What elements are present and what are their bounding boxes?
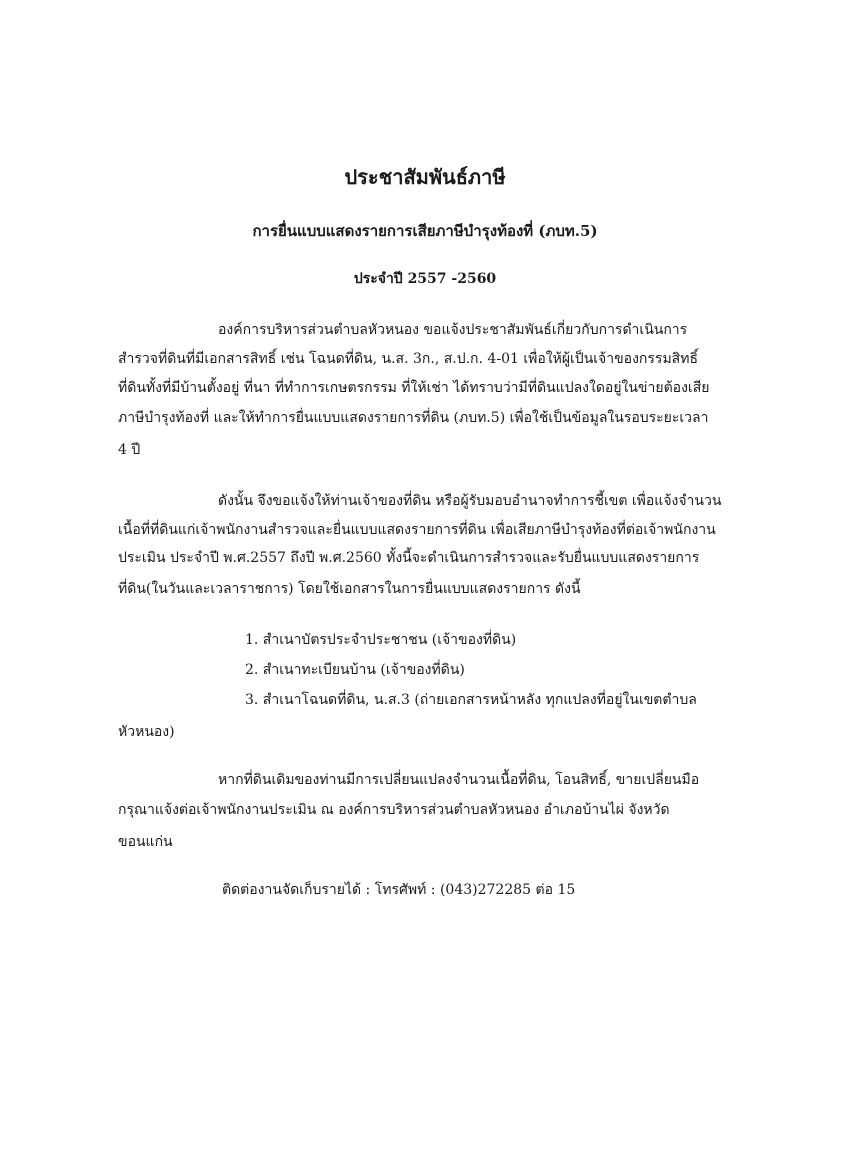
paragraph3-line: หากที่ดินเดิมของท่านมีการเปลี่ยนแปลงจำนวนเนื้อที่ดิน, โอนสิทธิ์, ขายเปลี่ยนมือ xyxy=(218,772,700,788)
document-list-item: 1. สำเนาบัตรประจำประชาชน (เจ้าของที่ดิน) xyxy=(245,632,517,648)
paragraph1-line: 4 ปี xyxy=(118,442,141,458)
paragraph2-line: ประเมิน ประจำปี พ.ศ.2557 ถึงปี พ.ศ.2560 ทั้งนี้จะดำเนินการสำรวจและรับยื่นแบบแสดงรายการ xyxy=(118,550,700,566)
document-list-item-continued: หัวหนอง) xyxy=(118,724,175,740)
paragraph1-line: ที่ดินทั้งที่มีบ้านตั้งอยู่ ที่นา ที่ทำการเกษตรกรรม ที่ให้เช่า ได้ทราบว่ามีที่ดินแปลงใดอยู่ในข่ายต้องเสีย xyxy=(118,380,710,396)
paragraph2-line: ที่ดิน(ในวันและเวลาราชการ) โดยใช้เอกสารในการยื่นแบบแสดงรายการ ดังนี้ xyxy=(118,581,581,597)
paragraph1-line: ภาษีบำรุงท้องที่ และให้ทำการยื่นแบบแสดงรายการที่ดิน (ภบท.5) เพื่อใช้เป็นข้อมูลในรอบระยะเวลา xyxy=(118,410,709,426)
paragraph2-line: ดังนั้น จึงขอแจ้งให้ท่านเจ้าของที่ดิน หรือผู้รับมอบอำนาจทำการชี้เขต เพื่อแจ้งจำนวน xyxy=(218,493,722,509)
paragraph2-line: เนื้อที่ที่ดินแก่เจ้าพนักงานสำรวจและยื่นแบบแสดงรายการที่ดิน เพื่อเสียภาษีบำรุงท้องที่ต่อเจ้าพนักงาน xyxy=(118,522,716,538)
contact-info: ติดต่องานจัดเก็บรายได้ : โทรศัพท์ : (043)272285 ต่อ 15 xyxy=(222,882,576,898)
paragraph1-line: สำรวจที่ดินที่มีเอกสารสิทธิ์ เช่น โฉนดที่ดิน, น.ส. 3ก., ส.ป.ก. 4-01 เพื่อให้ผู้เป็นเจ้าของกรรมสิทธิ์ xyxy=(118,351,698,367)
page-year: ประจำปี 2557 -2560 xyxy=(353,271,497,287)
page-title: ประชาสัมพันธ์ภาษี xyxy=(344,165,506,189)
paragraph1-line: องค์การบริหารส่วนตำบลหัวหนอง ขอแจ้งประชาสัมพันธ์เกี่ยวกับการดำเนินการ xyxy=(218,322,688,338)
paragraph3-line: ขอนแก่น xyxy=(118,834,173,850)
page-subtitle: การยื่นแบบแสดงรายการเสียภาษีบำรุงท้องที่ (ภบท.5) xyxy=(252,222,598,240)
document-list-item: 3. สำเนาโฉนดที่ดิน, น.ส.3 (ถ่ายเอกสารหน้าหลัง ทุกแปลงที่อยู่ในเขตตำบล xyxy=(245,692,697,708)
document-list-item: 2. สำเนาทะเบียนบ้าน (เจ้าของที่ดิน) xyxy=(245,662,465,678)
paragraph3-line: กรุณาแจ้งต่อเจ้าพนักงานประเมิน ณ องค์การบริหารส่วนตำบลหัวหนอง อำเภอบ้านไผ่ จังหวัด xyxy=(118,802,670,818)
